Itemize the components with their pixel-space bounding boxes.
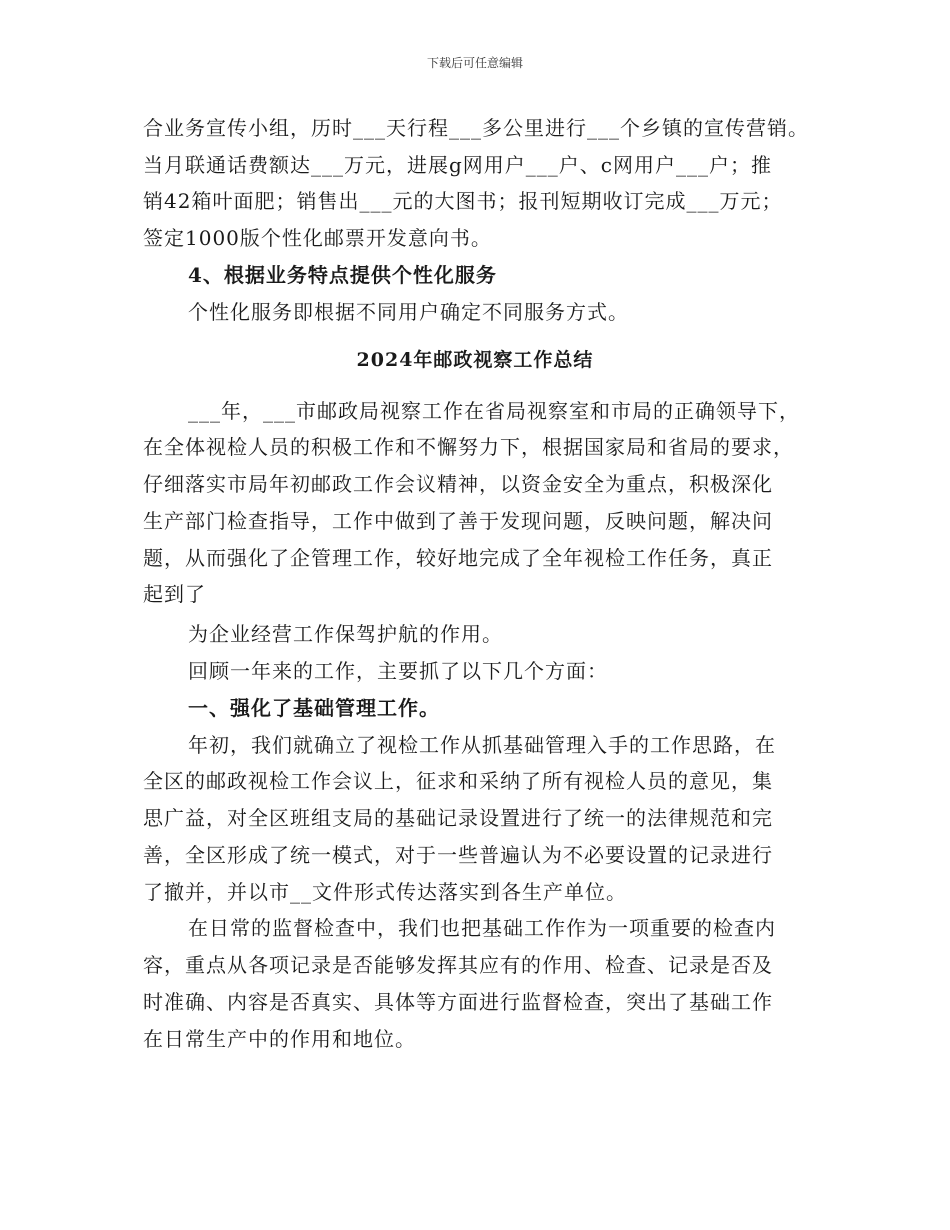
para1-line: 起到了	[143, 582, 206, 606]
intro-line: 合业务宣传小组，历时___天行程___多公里进行___个乡镇的宣传营销。	[143, 116, 809, 140]
intro-line: 当月联通话费额达___万元，进展g网用户___户、c网用户___户；推	[143, 153, 773, 177]
section-heading-1: 一、强化了基础管理工作。	[188, 696, 440, 720]
para1-line: 仔细落实市局年初邮政工作会议精神，以资金安全为重点，积极深化	[143, 472, 773, 496]
para4-line: 思广益，对全区班组支局的基础记录设置进行了统一的法律规范和完	[143, 806, 773, 830]
para4-line: 善，全区形成了统一模式，对于一些普遍认为不必要设置的记录进行	[143, 843, 773, 867]
para4-line: 年初，我们就确立了视检工作从抓基础管理入手的工作思路，在	[188, 733, 776, 757]
para1-line: ___年，___市邮政局视察工作在省局视察室和市局的正确领导下，	[188, 399, 800, 423]
para3: 回顾一年来的工作，主要抓了以下几个方面：	[188, 659, 608, 683]
para1-line: 在全体视检人员的积极工作和不懈努力下，根据国家局和省局的要求，	[143, 435, 794, 459]
para4-line: 全区的邮政视检工作会议上，征求和采纳了所有视检人员的意见，集	[143, 769, 773, 793]
para1-line: 生产部门检查指导，工作中做到了善于发现问题，反映问题，解决问	[143, 509, 773, 533]
para5-line: 在日常的监督检查中，我们也把基础工作作为一项重要的检查内	[188, 916, 776, 940]
section-title: 2024年邮政视察工作总结	[356, 349, 594, 371]
para2: 为企业经营工作保驾护航的作用。	[188, 622, 503, 646]
para5-line: 容，重点从各项记录是否能够发挥其应有的作用、检查、记录是否及	[143, 953, 773, 977]
para4-line: 了撤并，并以市__文件形式传达落实到各生产单位。	[143, 880, 627, 904]
intro-heading-text: 个性化服务即根据不同用户确定不同服务方式。	[188, 300, 629, 324]
intro-heading: 4、根据业务特点提供个性化服务	[188, 263, 497, 287]
para1-line: 题，从而强化了企管理工作，较好地完成了全年视检工作任务，真正	[143, 546, 773, 570]
para5-line: 在日常生产中的作用和地位。	[143, 1027, 416, 1051]
para5-line: 时准确、内容是否真实、具体等方面进行监督检查，突出了基础工作	[143, 990, 773, 1014]
intro-line: 销42箱叶面肥；销售出___元的大图书；报刊短期收订完成___万元；	[143, 189, 783, 213]
page-header-note: 下载后可任意编辑	[426, 56, 523, 70]
intro-line: 签定1000版个性化邮票开发意向书。	[143, 226, 492, 250]
